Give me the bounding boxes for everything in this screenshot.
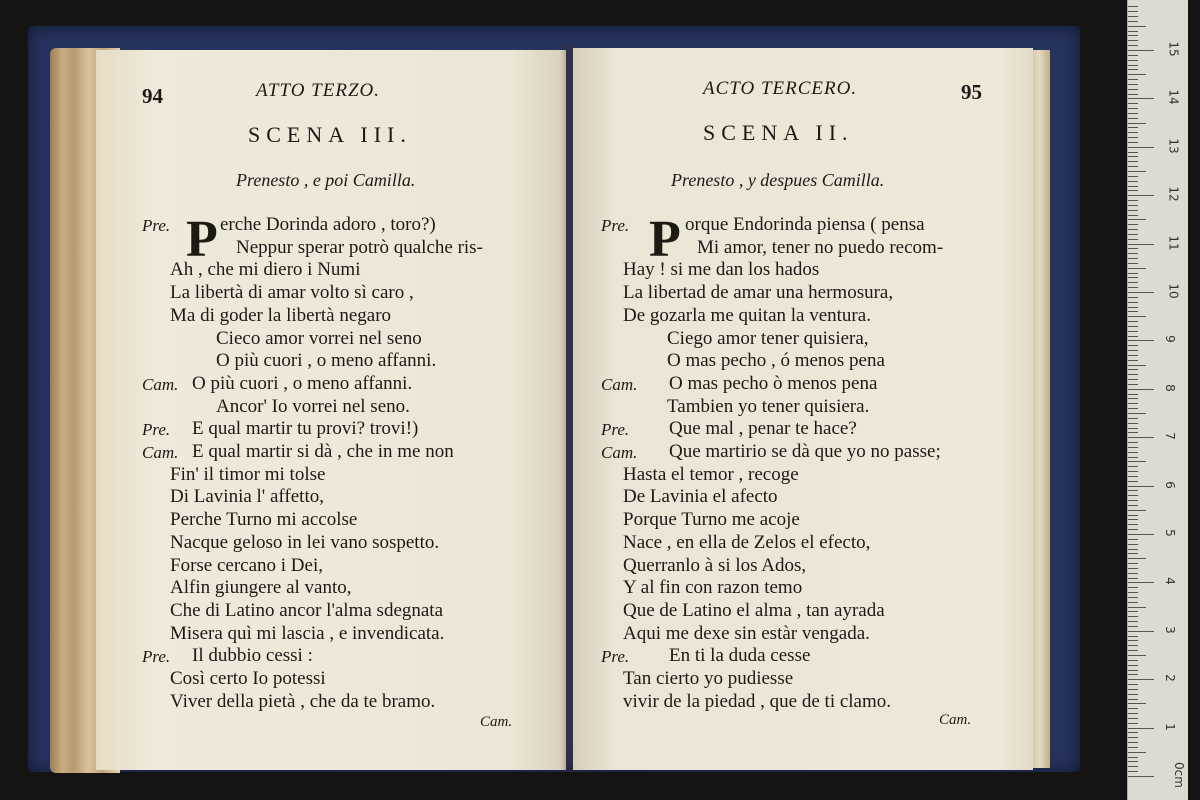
verse-line: E qual martir si dà , che in me non — [192, 441, 454, 462]
ruler-tick — [1128, 461, 1146, 462]
ruler-tick — [1128, 297, 1138, 298]
ruler-tick — [1128, 505, 1138, 506]
catchword: Cam. — [939, 712, 972, 728]
ruler-tick — [1128, 607, 1146, 608]
ruler-tick — [1128, 413, 1146, 414]
verse-line: Querranlo à si los Ados, — [623, 554, 807, 576]
ruler-label: 0cm — [1171, 762, 1186, 788]
ruler-tick — [1128, 447, 1138, 448]
verse-line: Nace , en ella de Zelos el efecto, — [623, 531, 871, 553]
ruler-tick — [1128, 176, 1138, 177]
ruler-tick — [1128, 31, 1138, 32]
ruler-tick — [1128, 428, 1138, 429]
ruler-tick — [1128, 11, 1138, 12]
ruler-tick — [1128, 534, 1154, 535]
verse-line: Y al fin con razon temo — [623, 577, 803, 599]
verse-line: Que de Latino el alma , tan ayrada — [623, 599, 885, 621]
verse-line: Ancor' Io vorrei nel seno. — [216, 395, 410, 417]
ruler-tick — [1128, 79, 1138, 80]
ruler-tick — [1128, 616, 1138, 617]
ruler-tick — [1128, 118, 1138, 119]
speaker-label: Pre. — [601, 647, 630, 667]
verse-line: Così certo Io potessi — [170, 668, 326, 689]
ruler-tick — [1128, 253, 1138, 254]
ruler-tick — [1128, 316, 1146, 317]
verse-line: Ma di goder la libertà negaro — [170, 304, 392, 326]
ruler-tick — [1128, 374, 1138, 375]
ruler-tick — [1128, 336, 1138, 337]
ruler-label: 1 — [1162, 722, 1177, 731]
ruler-tick — [1128, 273, 1138, 274]
ruler-tick — [1128, 171, 1146, 172]
ruler-tick — [1128, 282, 1138, 283]
speaker-label: Pre. — [142, 420, 171, 440]
ruler-tick — [1128, 471, 1138, 472]
ruler-tick — [1128, 65, 1138, 66]
ruler-tick — [1128, 737, 1138, 738]
verse-line: vivir de la piedad , que de ti clamo. — [623, 690, 892, 712]
ruler-tick — [1128, 621, 1138, 622]
ruler-tick — [1128, 113, 1138, 114]
ruler-tick — [1128, 708, 1138, 709]
ruler-tick — [1128, 486, 1154, 487]
ruler-tick — [1128, 69, 1138, 70]
ruler-tick — [1128, 713, 1138, 714]
ruler-tick — [1128, 640, 1138, 641]
ruler-tick — [1128, 156, 1138, 157]
ruler-tick — [1128, 689, 1138, 690]
scene-subtitle: Prenesto , e poi Camilla. — [236, 170, 416, 190]
verse-line: En ti la duda cesse — [669, 645, 811, 667]
ruler-tick — [1128, 258, 1138, 259]
ruler-tick — [1128, 321, 1138, 322]
ruler-label: 12 — [1166, 186, 1181, 202]
ruler-tick — [1128, 127, 1138, 128]
verse-line: Hasta el temor , recoge — [623, 463, 799, 485]
ruler-label: 3 — [1162, 625, 1177, 634]
ruler-tick — [1128, 752, 1146, 753]
ruler-label: 9 — [1162, 335, 1177, 344]
ruler-tick — [1128, 655, 1146, 656]
ruler-tick — [1128, 723, 1138, 724]
ruler-tick — [1128, 98, 1154, 99]
ruler-tick — [1128, 519, 1138, 520]
ruler-tick — [1128, 248, 1138, 249]
drop-cap: P — [186, 211, 218, 268]
verse-line: Aqui me dexe sin estàr vengada. — [623, 622, 870, 644]
verse-line: Ah , che mi diero i Numi — [170, 259, 361, 281]
ruler-tick — [1128, 490, 1138, 491]
ruler-tick — [1128, 442, 1138, 443]
ruler-tick — [1128, 747, 1138, 748]
ruler-tick — [1128, 665, 1138, 666]
ruler-tick — [1128, 35, 1138, 36]
ruler-label: 4 — [1162, 577, 1177, 586]
ruler-tick — [1128, 761, 1138, 762]
verse-line: Forse cercano i Dei, — [170, 554, 323, 576]
ruler-tick — [1128, 568, 1138, 569]
ruler-tick — [1128, 466, 1138, 467]
ruler-tick — [1128, 166, 1138, 167]
ruler-tick — [1128, 287, 1138, 288]
ruler-tick — [1128, 108, 1138, 109]
ruler-tick — [1128, 142, 1138, 143]
ruler-tick — [1128, 40, 1138, 41]
ruler-tick — [1128, 670, 1138, 671]
ruler-tick — [1128, 495, 1138, 496]
speaker-label: Cam. — [142, 374, 179, 394]
ruler-tick — [1128, 103, 1138, 104]
ruler-tick — [1128, 742, 1138, 743]
ruler-label: 6 — [1162, 480, 1177, 489]
ruler-tick — [1128, 626, 1138, 627]
ruler-tick — [1128, 268, 1146, 269]
ruler-tick — [1128, 147, 1154, 148]
ruler-tick — [1128, 703, 1146, 704]
ruler-tick — [1128, 55, 1138, 56]
ruler-tick — [1128, 277, 1138, 278]
ruler-tick — [1128, 694, 1138, 695]
verse-line: Mi amor, tener no puedo recom- — [697, 236, 944, 258]
ruler-tick — [1128, 219, 1146, 220]
ruler-tick — [1128, 365, 1146, 366]
ruler-tick — [1128, 190, 1138, 191]
verse-line: Perche Turno mi accolse — [170, 509, 358, 531]
ruler-tick — [1128, 515, 1138, 516]
verse-line: Que mal , penar te hace? — [669, 418, 857, 440]
verse-line: O più cuori , o meno affanni. — [192, 372, 413, 394]
speaker-label: Pre. — [601, 216, 630, 235]
ruler-tick — [1128, 660, 1138, 661]
ruler-tick — [1128, 776, 1154, 777]
ruler-tick — [1128, 699, 1138, 700]
ruler-tick — [1128, 549, 1138, 550]
ruler-tick — [1128, 360, 1138, 361]
verse-line: Cieco amor vorrei nel seno — [216, 327, 422, 349]
ruler-tick — [1128, 636, 1138, 637]
ruler-tick — [1128, 573, 1138, 574]
verse-line: Neppur sperar potrò qualche ris- — [236, 236, 483, 258]
ruler-tick — [1128, 60, 1138, 61]
ruler-tick — [1128, 369, 1138, 370]
ruler-tick — [1128, 224, 1138, 225]
ruler-tick — [1128, 592, 1138, 593]
ruler-tick — [1128, 137, 1138, 138]
ruler-tick — [1128, 384, 1138, 385]
ruler-tick — [1128, 350, 1138, 351]
ruler-tick — [1128, 674, 1138, 675]
ruler-tick — [1128, 563, 1138, 564]
ruler-tick — [1128, 210, 1138, 211]
verse-line: Alfin giungere al vanto, — [170, 577, 352, 599]
ruler-tick — [1128, 326, 1138, 327]
ruler-tick — [1128, 587, 1138, 588]
ruler-tick — [1128, 345, 1138, 346]
ruler-tick — [1128, 510, 1146, 511]
verse-line: O più cuori , o meno affanni. — [216, 350, 437, 372]
ruler-tick — [1128, 355, 1138, 356]
ruler-tick — [1128, 558, 1146, 559]
ruler-label: 8 — [1162, 383, 1177, 392]
verse-line: O mas pecho ò menos pena — [669, 372, 878, 394]
page-number: 94 — [142, 84, 163, 108]
measurement-ruler — [1127, 0, 1188, 800]
ruler-tick — [1128, 340, 1154, 341]
ruler-tick — [1128, 771, 1138, 772]
speaker-label: Cam. — [601, 443, 638, 462]
ruler-tick — [1128, 229, 1138, 230]
ruler-tick — [1128, 582, 1154, 583]
left-page — [96, 50, 566, 770]
verse-line: Que martirio se dà que yo no passe; — [669, 441, 941, 462]
ruler-tick — [1128, 766, 1138, 767]
ruler-tick — [1128, 684, 1138, 685]
ruler-label: 5 — [1162, 529, 1177, 537]
running-head: ATTO TERZO. — [256, 80, 380, 101]
ruler-label: 10 — [1166, 283, 1181, 299]
ruler-label: 13 — [1166, 138, 1181, 154]
page-number: 95 — [961, 80, 982, 104]
right-page — [573, 48, 1033, 770]
verse-line: La libertà di amar volto sì caro , — [170, 282, 414, 304]
verse-line: orque Endorinda piensa ( pensa — [685, 214, 925, 235]
ruler-tick — [1128, 539, 1138, 540]
ruler-tick — [1128, 74, 1146, 75]
ruler-tick — [1128, 302, 1138, 303]
ruler-tick — [1128, 529, 1138, 530]
verse-line: O mas pecho , ó menos pena — [667, 350, 885, 372]
ruler-tick — [1128, 152, 1138, 153]
ruler-tick — [1128, 757, 1138, 758]
verse-line: Di Lavinia l' affetto, — [170, 486, 324, 508]
verse-line: Viver della pietà , che da te bramo. — [170, 690, 436, 712]
ruler-tick — [1128, 679, 1154, 680]
ruler-tick — [1128, 650, 1138, 651]
ruler-tick — [1128, 195, 1154, 196]
ruler-tick — [1128, 123, 1146, 124]
ruler-tick — [1128, 578, 1138, 579]
ruler-tick — [1128, 597, 1138, 598]
scene-title: SCENA II. — [703, 120, 854, 145]
ruler-tick — [1128, 408, 1138, 409]
ruler-tick — [1128, 645, 1138, 646]
ruler-tick — [1128, 379, 1138, 380]
running-head: ACTO TERCERO. — [703, 78, 858, 99]
ruler-tick — [1128, 292, 1154, 293]
ruler-label: 14 — [1166, 89, 1181, 106]
ruler-label: 15 — [1166, 41, 1181, 57]
ruler-tick — [1128, 94, 1138, 95]
ruler-tick — [1128, 544, 1138, 545]
ruler-tick — [1128, 16, 1138, 17]
scene-subtitle: Prenesto , y despues Camilla. — [671, 170, 885, 190]
ruler-tick — [1128, 186, 1138, 187]
ruler-tick — [1128, 26, 1146, 27]
ruler-tick — [1128, 718, 1138, 719]
ruler-tick — [1128, 602, 1138, 603]
ruler-tick — [1128, 631, 1154, 632]
speaker-label: Pre. — [601, 420, 630, 440]
ruler-tick — [1128, 181, 1138, 182]
verse-line: E qual martir tu provi? trovi!) — [192, 418, 419, 440]
ruler-label: 2 — [1162, 674, 1177, 683]
speaker-label: Cam. — [142, 443, 179, 462]
ruler-tick — [1128, 732, 1138, 733]
ruler-tick — [1128, 21, 1138, 22]
speaker-label: Pre. — [142, 216, 171, 235]
ruler-tick — [1128, 418, 1138, 419]
ruler-tick — [1128, 437, 1154, 438]
verse-line: De gozarla me quitan la ventura. — [623, 304, 871, 326]
ruler-tick — [1128, 423, 1138, 424]
verse-line: Hay ! si me dan los hados — [623, 259, 820, 281]
ruler-tick — [1128, 394, 1138, 395]
ruler-tick — [1128, 311, 1138, 312]
ruler-tick — [1128, 432, 1138, 433]
ruler-tick — [1128, 500, 1138, 501]
ruler-tick — [1128, 331, 1138, 332]
ruler-tick — [1128, 89, 1138, 90]
verse-line: erche Dorinda adoro , toro?) — [220, 214, 436, 235]
ruler-tick — [1128, 307, 1138, 308]
ruler-tick — [1128, 389, 1154, 390]
ruler-tick — [1128, 200, 1138, 201]
ruler-tick — [1128, 452, 1138, 453]
catchword: Cam. — [480, 714, 513, 730]
scene-title: SCENA III. — [248, 122, 412, 147]
verse-line: Che di Latino ancor l'alma sdegnata — [170, 599, 444, 621]
ruler-tick — [1128, 263, 1138, 264]
verse-line: Il dubbio cessi : — [192, 645, 313, 667]
verse-line: Tambien yo tener quisiera. — [667, 395, 870, 417]
ruler-tick — [1128, 84, 1138, 85]
ruler-label: 7 — [1162, 432, 1177, 441]
ruler-tick — [1128, 524, 1138, 525]
ruler-tick — [1128, 728, 1154, 729]
verse-line: Misera quì mi lascia , e invendicata. — [170, 622, 445, 644]
ruler-tick — [1128, 476, 1138, 477]
verse-line: Ciego amor tener quisiera, — [667, 327, 869, 349]
verse-line: La libertad de amar una hermosura, — [623, 282, 894, 304]
ruler-tick — [1128, 132, 1138, 133]
ruler-tick — [1128, 239, 1138, 240]
ruler-tick — [1128, 611, 1138, 612]
ruler-tick — [1128, 457, 1138, 458]
ruler-tick — [1128, 244, 1154, 245]
ruler-tick — [1128, 481, 1138, 482]
ruler-tick — [1128, 50, 1154, 51]
drop-cap: P — [649, 211, 681, 268]
verse-line: De Lavinia el afecto — [623, 486, 778, 508]
speaker-label: Pre. — [142, 647, 171, 667]
ruler-tick — [1128, 6, 1138, 7]
ruler-label: 11 — [1166, 234, 1181, 251]
verse-line: Fin' il timor mi tolse — [170, 463, 326, 485]
ruler-tick — [1128, 553, 1138, 554]
ruler-tick — [1128, 398, 1138, 399]
verse-line: Tan cierto yo pudiesse — [623, 668, 794, 689]
ruler-tick — [1128, 234, 1138, 235]
speaker-label: Cam. — [601, 374, 638, 394]
ruler-tick — [1128, 215, 1138, 216]
ruler-tick — [1128, 45, 1138, 46]
verse-line: Porque Turno me acoje — [623, 509, 800, 531]
verse-line: Nacque geloso in lei vano sospetto. — [170, 531, 440, 553]
ruler-tick — [1128, 205, 1138, 206]
ruler-tick — [1128, 161, 1138, 162]
ruler-tick — [1128, 403, 1138, 404]
